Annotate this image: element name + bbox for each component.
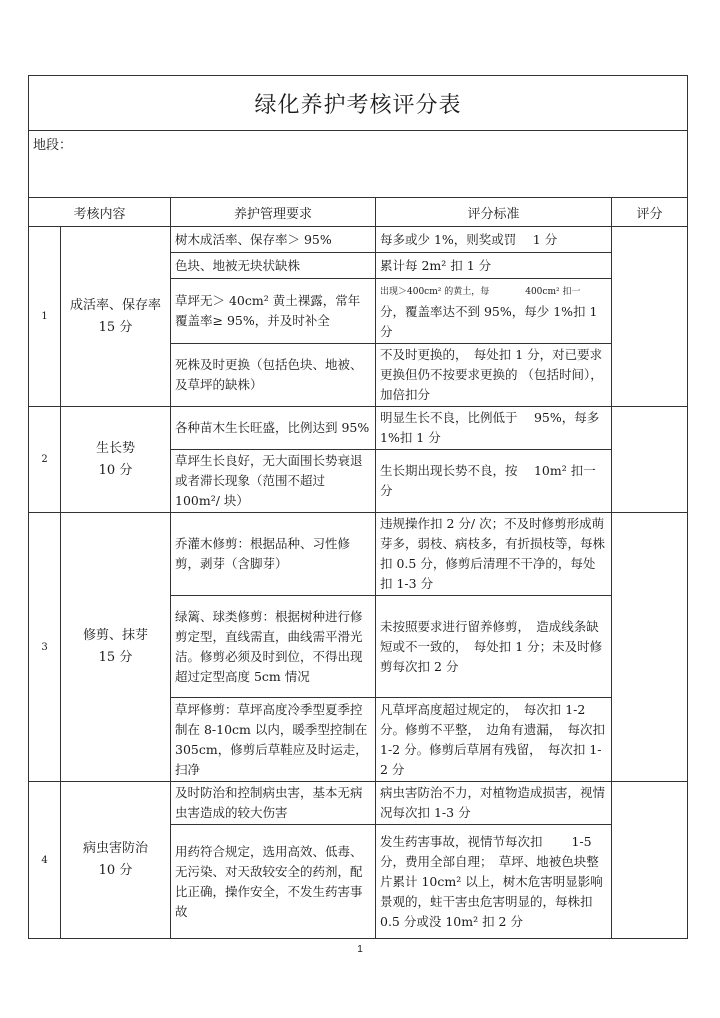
standard-cell: 累计每 2m² 扣 1 分 [376,253,612,279]
section-item [61,782,171,939]
requirement-cell: 草坪无＞ 40cm² 黄土裸露，常年覆盖率≥ 95%，并及时补全 [171,279,376,344]
site-field[interactable] [29,131,688,198]
section-item-name: 修剪、抹芽 [82,628,148,643]
section-item-points: 10 分 [98,462,133,478]
site-label: 地段： [33,138,73,153]
page-number: 1 [357,944,363,955]
standard-cell: 每多或少 1%，则奖或罚 1 分 [376,227,612,253]
section-item [61,227,171,407]
section-item-points: 15 分 [98,319,133,335]
requirement-cell: 死株及时更换（包括色块、地被、及草坪的缺株） [171,344,376,407]
standard-cell: 不及时更换的， 每处扣 1 分，对已要求更换但仍不按要求更换的 （包括时间），加倍扣分 [376,344,612,407]
section-item-name: 生长势 [95,440,135,456]
table-row [29,782,688,825]
requirement-cell: 各种苗木生长旺盛，比例达到 95% [171,407,376,450]
header-content: 考核内容 [29,198,171,227]
requirement-cell: 绿篱、球类修剪：根据树种进行修剪定型，直线需直，曲线需平滑光洁。修剪必须及时到位，不得出现超过定型高度 5cm 情况 [171,596,376,698]
form-title: 绿化养护考核评分表 [29,76,688,131]
standard-text: 分，覆盖率达不到 95%，每少 1%扣 1 分 [380,304,598,339]
score-cell[interactable] [612,782,688,939]
section-number: 1 [29,227,61,407]
section-item [61,407,171,513]
evaluation-table [28,75,688,939]
evaluation-form [28,75,687,939]
header-standard: 评分标准 [376,198,612,227]
score-cell[interactable] [612,227,688,407]
score-cell[interactable] [612,407,688,513]
header-score: 评分 [612,198,688,227]
table-row [29,407,688,450]
standard-cell [376,279,612,344]
requirement-cell: 草坪生长良好，无大面围长势衰退或者滞长现象（范围不超过 100m²/ 块） [171,450,376,513]
requirement-cell: 草坪修剪：草坪高度冷季型夏季控制在 8-10cm 以内，暖季型控制在 305cm，修剪后草鞋应及时运走，扫净 [171,698,376,782]
header-row [29,198,688,227]
score-cell[interactable] [612,513,688,782]
requirement-cell: 树木成活率、保存率＞ 95% [171,227,376,253]
section-item-name: 成活率、保存率 [69,297,161,313]
header-requirement: 养护管理要求 [171,198,376,227]
table-row [29,513,688,596]
section-number: 3 [29,513,61,782]
standard-cell: 凡草坪高度超过规定的， 每次扣 1-2 分。修剪不平整， 边角有遗漏， 每次扣 1-2 分。修剪后草屑有残留， 每次扣 1-2 分 [376,698,612,782]
standard-note: 出现＞400cm² 的黄土，每 400cm² 扣一 [380,287,581,297]
table-row [29,227,688,253]
requirement-cell: 及时防治和控制病虫害，基本无病虫害造成的较大伤害 [171,782,376,825]
requirement-cell: 用药符合规定，选用高效、低毒、无污染、对天敌较安全的药剂，配比正确，操作安全，不发生药害事故 [171,825,376,939]
standard-cell: 违规操作扣 2 分/ 次；不及时修剪形成萌芽多，弱枝、病枝多，有折损枝等，每株扣 0.5 分，修剪后清理不干净的，每处扣 1-3 分 [376,513,612,596]
section-item-points: 10 分 [98,863,133,878]
section-item-name: 病虫害防治 [82,841,148,856]
section-number: 4 [29,782,61,939]
section-item [61,513,171,782]
standard-cell: 未按照要求进行留养修剪， 造成线条缺短或不一致的， 每处扣 1 分；未及时修剪每次扣 2 分 [376,596,612,698]
standard-cell: 生长期出现长势不良，按 10m² 扣一分 [376,450,612,513]
requirement-cell: 色块、地被无块状缺株 [171,253,376,279]
section-item-points: 15 分 [98,650,133,665]
standard-cell: 明显生长不良，比例低于 95%，每多 1%扣 1 分 [376,407,612,450]
section-number: 2 [29,407,61,513]
requirement-cell: 乔灌木修剪：根据品种、习性修剪，剥芽（含脚芽） [171,513,376,596]
standard-cell: 病虫害防治不力，对植物造成损害，视情况每次扣 1-3 分 [376,782,612,825]
standard-cell: 发生药害事故，视情节每次扣 1-5 分，费用全部自理； 草坪、地被色块整片累计 10cm² 以上，树木危害明显影响景观的，蛀干害虫危害明显的，每株扣 0.5 分或没 10m² 扣 2 分 [376,825,612,939]
